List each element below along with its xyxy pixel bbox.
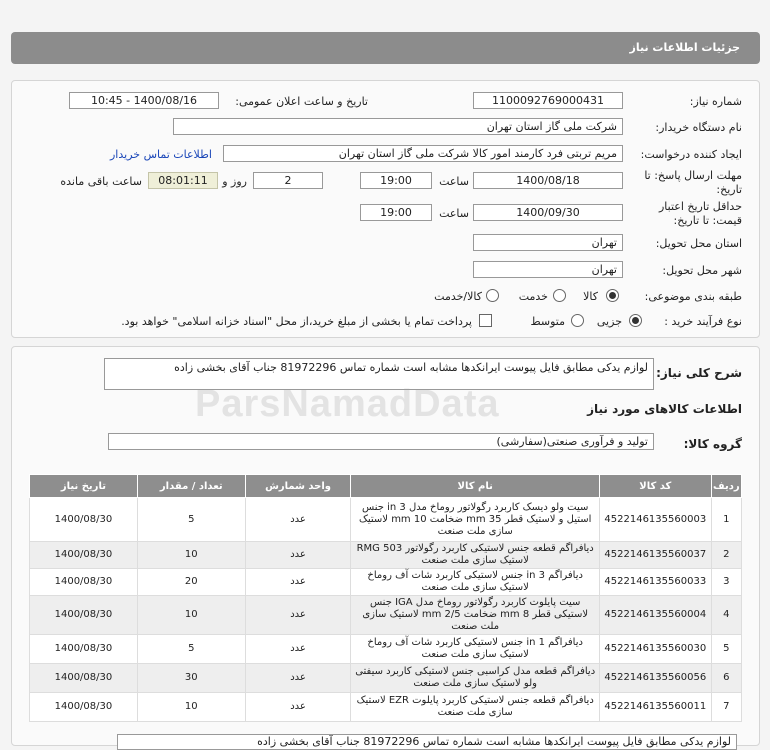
cell-unit: عدد bbox=[245, 664, 351, 693]
table-row[interactable] bbox=[30, 569, 742, 596]
goods-group-label: گروه کالا: bbox=[683, 437, 742, 451]
table-row[interactable] bbox=[30, 498, 742, 542]
cell-item-name: دیافراگم in 1 جنس لاستیکی کاربرد شات آف روماخ لاستیک سازی ملت صنعت bbox=[351, 635, 600, 664]
goods-group-field[interactable]: تولید و فرآوری صنعتی(سفارشی) bbox=[108, 433, 654, 450]
category-option-goods-service: کالا/خدمت bbox=[434, 290, 482, 303]
cell-need-date: 1400/08/30 bbox=[30, 498, 138, 542]
creator-field[interactable]: مریم تربتی فرد کارمند امور کالا شرکت ملی گاز استان تهران bbox=[223, 145, 623, 162]
cell-need-date: 1400/08/30 bbox=[30, 569, 138, 596]
treasury-payment-note: پرداخت تمام یا بخشی از مبلغ خرید،از محل "اسناد خزانه اسلامی" خواهد بود. bbox=[121, 315, 472, 328]
cell-quantity: 10 bbox=[137, 693, 245, 722]
cell-item-name: سیت پایلوت کاربرد رگولاتور روماخ مدل IGA جنس لاستیکی قطر 8 mm ضخامت 2/5 mm لاستیک سازی ملت صنعت bbox=[351, 596, 600, 635]
col-header-name: نام کالا bbox=[351, 475, 600, 498]
cell-row-number: 3 bbox=[711, 569, 741, 596]
cell-need-date: 1400/08/30 bbox=[30, 664, 138, 693]
cell-item-name: دیافراگم قطعه مدل کراسبی جنس لاستیکی کاربرد سیفتی ولو لاستیک سازی ملت صنعت bbox=[351, 664, 600, 693]
validity-time-label: ساعت bbox=[439, 207, 469, 220]
cell-row-number: 2 bbox=[711, 542, 741, 569]
city-label: شهر محل تحویل: bbox=[662, 264, 742, 277]
remaining-label: ساعت باقی مانده bbox=[60, 175, 142, 188]
category-radio-goods[interactable] bbox=[606, 289, 619, 302]
deadline-label: مهلت ارسال پاسخ: تا bbox=[644, 169, 742, 182]
cell-need-date: 1400/08/30 bbox=[30, 693, 138, 722]
cell-unit: عدد bbox=[245, 569, 351, 596]
goods-table bbox=[29, 474, 742, 722]
cell-item-code: 4522146135560003 bbox=[599, 498, 711, 542]
page-header bbox=[11, 32, 760, 64]
buyer-org-field[interactable]: شرکت ملی گاز استان تهران bbox=[173, 118, 623, 135]
remaining-time-field: 08:01:11 bbox=[148, 172, 218, 189]
category-radio-service[interactable] bbox=[553, 289, 566, 302]
table-header-row bbox=[30, 475, 742, 498]
cell-quantity: 30 bbox=[137, 664, 245, 693]
cell-row-number: 4 bbox=[711, 596, 741, 635]
deadline-time-label: ساعت bbox=[439, 175, 469, 188]
province-field[interactable]: تهران bbox=[473, 234, 623, 251]
table-row[interactable] bbox=[30, 664, 742, 693]
col-header-code: کد کالا bbox=[599, 475, 711, 498]
cell-quantity: 5 bbox=[137, 498, 245, 542]
process-label: نوع فرآیند خرید : bbox=[664, 315, 742, 328]
table-row[interactable] bbox=[30, 693, 742, 722]
process-option-medium: متوسط bbox=[530, 315, 565, 328]
cell-quantity: 20 bbox=[137, 569, 245, 596]
category-label: طبقه بندی موضوعی: bbox=[644, 290, 742, 303]
category-option-service: خدمت bbox=[518, 290, 548, 303]
cell-item-name: دیافراگم قطعه جنس لاستیکی کاربرد پایلوت EZR لاستیک سازی ملت صنعت bbox=[351, 693, 600, 722]
page-title: جزئیات اطلاعات نیاز bbox=[629, 41, 740, 54]
cell-row-number: 5 bbox=[711, 635, 741, 664]
cell-quantity: 10 bbox=[137, 542, 245, 569]
province-label: استان محل تحویل: bbox=[655, 237, 742, 250]
days-field[interactable]: 2 bbox=[253, 172, 323, 189]
table-row[interactable] bbox=[30, 542, 742, 569]
cell-item-code: 4522146135560037 bbox=[599, 542, 711, 569]
col-header-row: ردیف bbox=[711, 475, 741, 498]
validity-time-field[interactable]: 19:00 bbox=[360, 204, 432, 221]
cell-item-code: 4522146135560004 bbox=[599, 596, 711, 635]
cell-row-number: 1 bbox=[711, 498, 741, 542]
goods-section-title: اطلاعات کالاهای مورد نیاز bbox=[587, 402, 742, 416]
need-number-label: شماره نیاز: bbox=[689, 95, 742, 108]
creator-label: ایجاد کننده درخواست: bbox=[640, 148, 742, 161]
validity-label: حداقل تاریخ اعتبار bbox=[658, 200, 742, 213]
validity-date-field[interactable]: 1400/09/30 bbox=[473, 204, 623, 221]
cell-item-name: دیافراگم قطعه جنس لاستیکی کاربرد رگولاتور RMG 503 لاستیک سازی ملت صنعت bbox=[351, 542, 600, 569]
process-radio-minor[interactable] bbox=[629, 314, 642, 327]
days-label: روز و bbox=[222, 175, 247, 188]
cell-need-date: 1400/08/30 bbox=[30, 596, 138, 635]
city-field[interactable]: تهران bbox=[473, 261, 623, 278]
treasury-payment-checkbox[interactable] bbox=[479, 314, 492, 327]
buyer-org-label: نام دستگاه خریدار: bbox=[655, 121, 742, 134]
process-option-minor: جزیی bbox=[596, 315, 622, 328]
process-radio-medium[interactable] bbox=[571, 314, 584, 327]
category-option-goods: کالا bbox=[583, 290, 598, 303]
cell-item-code: 4522146135560011 bbox=[599, 693, 711, 722]
deadline-date-label: تاریخ: bbox=[716, 183, 742, 196]
description-field[interactable]: لوازم یدکی مطابق فایل پیوست ایرانکدها مشابه است شماره تماس 81972296 جناب آقای بخشی زاده bbox=[104, 358, 654, 390]
table-row[interactable] bbox=[30, 596, 742, 635]
buyer-contact-link[interactable]: اطلاعات تماس خریدار bbox=[110, 148, 212, 161]
cell-unit: عدد bbox=[245, 498, 351, 542]
deadline-date-field[interactable]: 1400/08/18 bbox=[473, 172, 623, 189]
cell-row-number: 7 bbox=[711, 693, 741, 722]
cell-item-name: سیت ولو دیسک کاربرد رگولاتور روماخ مدل in 3 جنس استیل و لاستیک قطر 35 mm ضخامت 10 mm لاستیک سازی ملت صنعت bbox=[351, 498, 600, 542]
cell-unit: عدد bbox=[245, 693, 351, 722]
cell-unit: عدد bbox=[245, 635, 351, 664]
cell-unit: عدد bbox=[245, 542, 351, 569]
cell-item-code: 4522146135560030 bbox=[599, 635, 711, 664]
description-label: شرح کلی نیاز: bbox=[656, 366, 742, 380]
cell-row-number: 6 bbox=[711, 664, 741, 693]
category-radio-goods-service[interactable] bbox=[486, 289, 499, 302]
cell-need-date: 1400/08/30 bbox=[30, 542, 138, 569]
cell-item-code: 4522146135560033 bbox=[599, 569, 711, 596]
announce-field[interactable]: 1400/08/16 - 10:45 bbox=[69, 92, 219, 109]
cell-need-date: 1400/08/30 bbox=[30, 635, 138, 664]
announce-label: تاریخ و ساعت اعلان عمومی: bbox=[235, 95, 368, 108]
col-header-date: تاریخ نیاز bbox=[30, 475, 138, 498]
cell-quantity: 10 bbox=[137, 596, 245, 635]
table-row[interactable] bbox=[30, 635, 742, 664]
bottom-description: لوازم یدکی مطابق فایل پیوست ایرانکدها مشابه است شماره تماس 81972296 جناب آقای بخشی زاده bbox=[117, 734, 737, 750]
cell-quantity: 5 bbox=[137, 635, 245, 664]
col-header-unit: واحد شمارش bbox=[245, 475, 351, 498]
col-header-qty: تعداد / مقدار bbox=[137, 475, 245, 498]
watermark: ParsNamadData bbox=[195, 383, 500, 425]
cell-unit: عدد bbox=[245, 596, 351, 635]
validity-date-label: قیمت: تا تاریخ: bbox=[673, 214, 742, 227]
deadline-time-field[interactable]: 19:00 bbox=[360, 172, 432, 189]
need-number-field[interactable]: 1100092769000431 bbox=[473, 92, 623, 109]
cell-item-code: 4522146135560056 bbox=[599, 664, 711, 693]
cell-item-name: دیافراگم in 3 جنس لاستیکی کاربرد شات آف روماخ لاستیک سازی ملت صنعت bbox=[351, 569, 600, 596]
